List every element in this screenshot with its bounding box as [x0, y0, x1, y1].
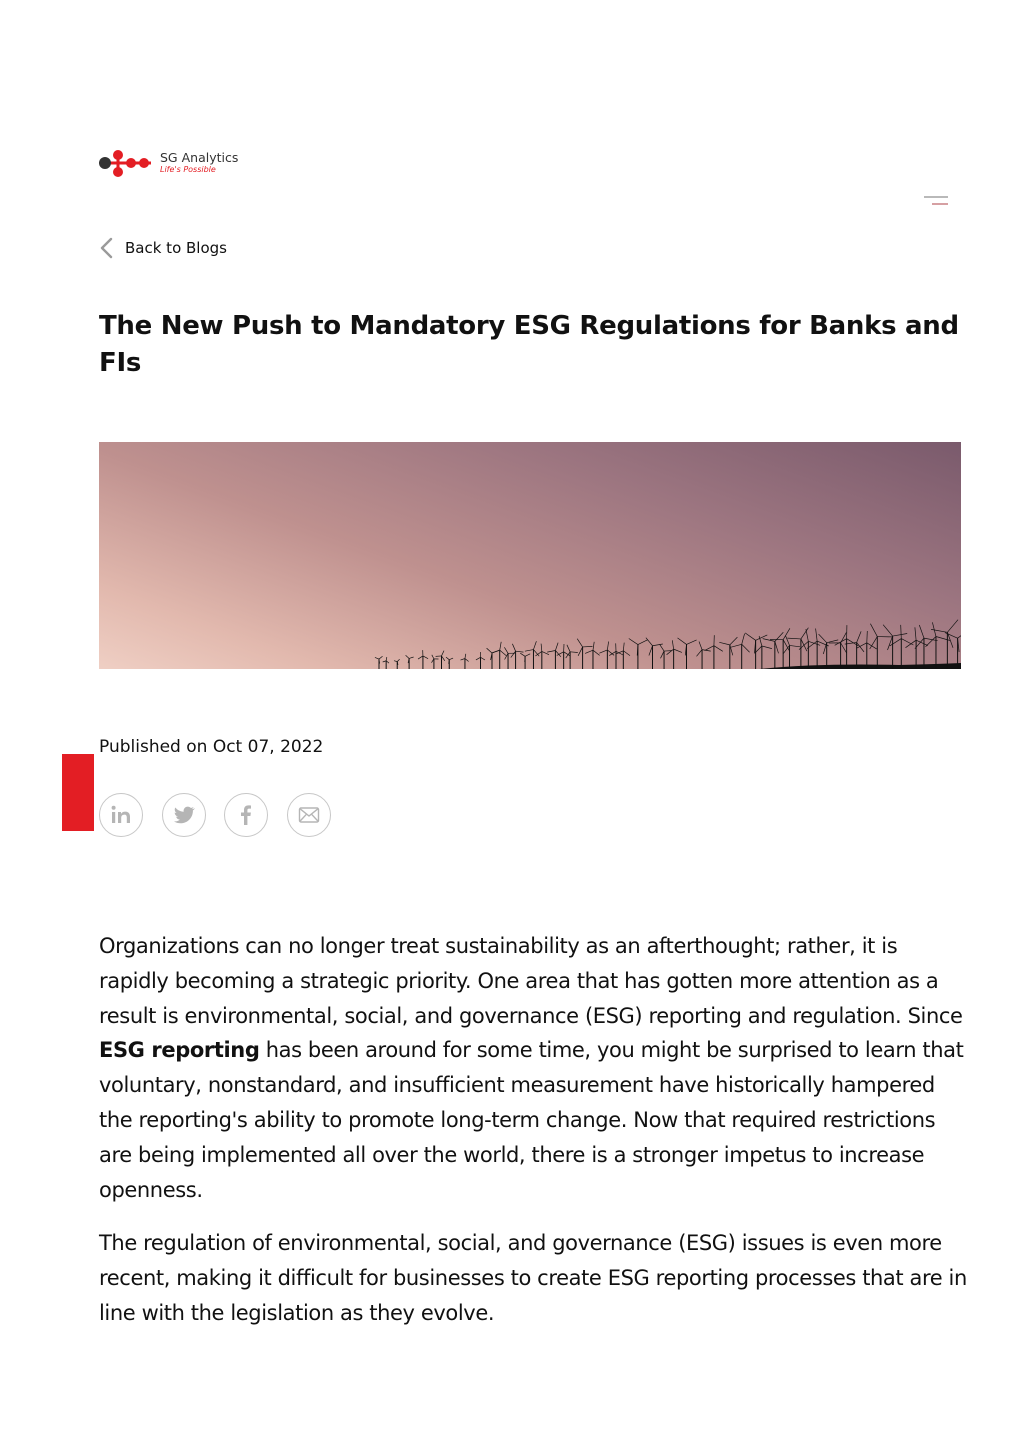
- logo-name: SG Analytics: [160, 150, 239, 165]
- chevron-left-icon: [99, 236, 115, 260]
- twitter-icon: [172, 803, 196, 827]
- esg-reporting-link[interactable]: ESG reporting: [99, 1038, 260, 1063]
- logo[interactable]: [99, 146, 238, 180]
- menu-button[interactable]: [924, 194, 950, 208]
- email-icon: [297, 803, 321, 827]
- wind-turbines-silhouette: [99, 442, 961, 669]
- share-linkedin-button[interactable]: [99, 793, 143, 837]
- share-twitter-button[interactable]: [162, 793, 206, 837]
- hero-image: [99, 442, 961, 669]
- article-paragraph: The regulation of environmental, social, and governance (ESG) issues is even more recent, making it difficult for businesses to create ESG reporting processes that are in line with the legislation as they evolve.: [99, 1231, 967, 1325]
- paragraph-text: Organizations can no longer treat sustainability as an afterthought; rather, it is rapidly becoming a strategic priority. One area that has gotten more attention as a result is environmental, social, and governance (ESG) reporting and regulation. Since: [99, 934, 963, 1028]
- facebook-icon: [234, 803, 258, 827]
- page-title: The New Push to Mandatory ESG Regulations for Banks and FIs: [99, 311, 959, 378]
- share-email-button[interactable]: [287, 793, 331, 837]
- menu-icon: [924, 196, 948, 198]
- share-facebook-button[interactable]: [224, 793, 268, 837]
- published-date: Published on Oct 07, 2022: [99, 737, 324, 757]
- red-accent-bar: [62, 754, 94, 831]
- article-paragraph: [99, 929, 969, 1207]
- back-to-blogs-link[interactable]: [99, 236, 227, 260]
- article-body: [99, 929, 969, 1350]
- back-to-blogs-label: Back to Blogs: [125, 239, 227, 257]
- sg-logo-icon: [99, 146, 157, 180]
- linkedin-icon: [109, 803, 133, 827]
- logo-tagline: Life's Possible: [160, 165, 216, 174]
- menu-icon-line: [932, 203, 948, 205]
- paragraph-text: has been around for some time, you might be surprised to learn that voluntary, nonstandard, and insufficient measurement have historically hampered the reporting's ability to promote long-term change. Now that required restrictions are being implemented all over the world, there is a stronger impetus to increase openness.: [99, 1038, 964, 1202]
- share-buttons: [99, 793, 349, 837]
